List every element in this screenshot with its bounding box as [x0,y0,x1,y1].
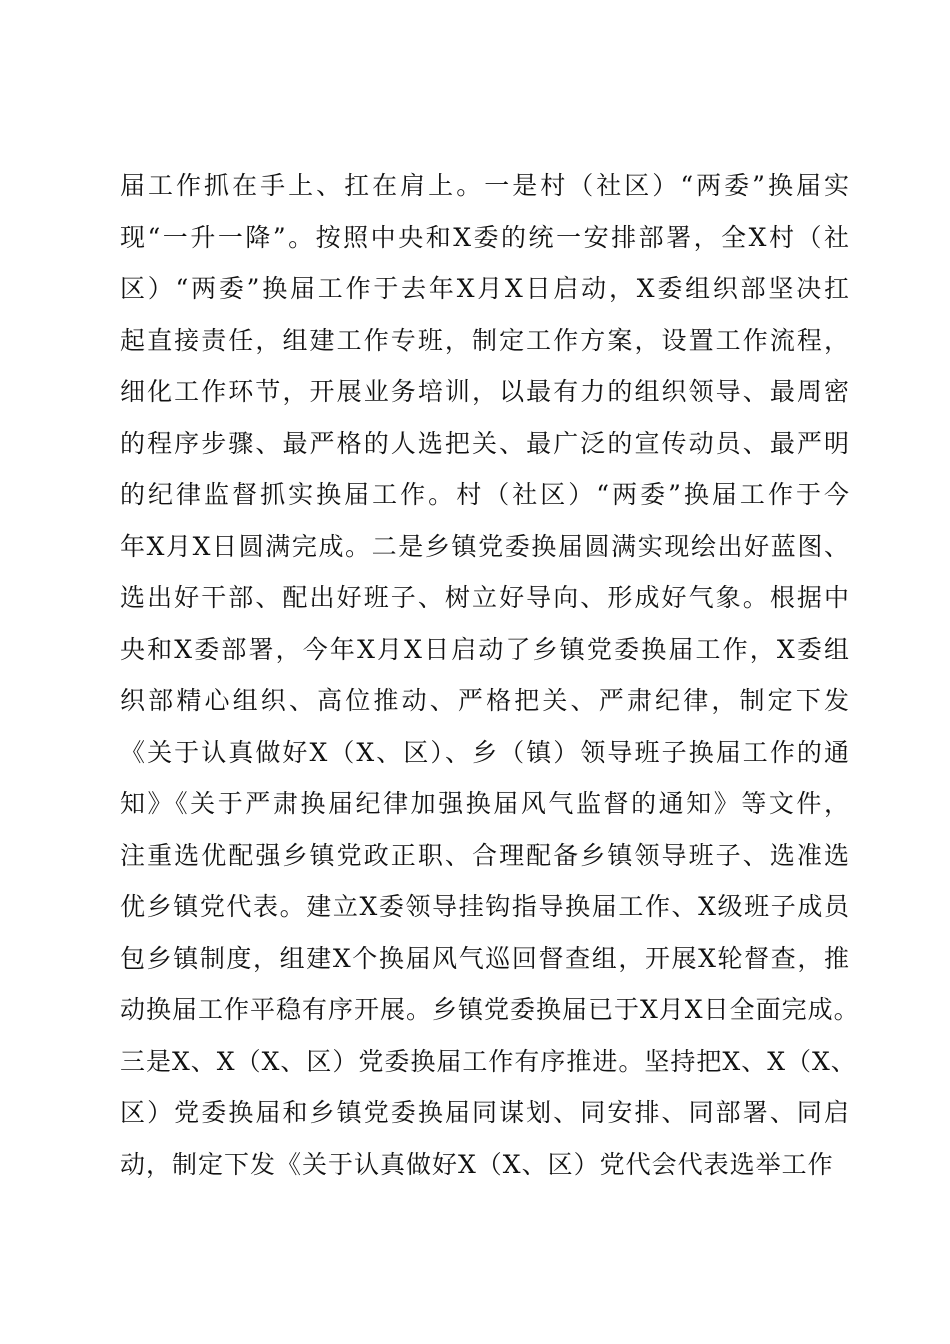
text-line-13: 知》《关于严肃换届纪律加强换届风气监督的通知》等文件， [120,789,850,818]
body-paragraph [120,160,860,1190]
text-line-8: 年X月X日圆满完成。二是乡镇党委换届圆满实现绘出好蓝图、 [120,531,850,561]
text-line-15: 优乡镇党代表。建立X委领导挂钩指导换届工作、X级班子成员 [120,892,850,921]
text-line-6: 的程序步骤、最严格的人选把关、最广泛的宣传动员、最严明 [120,428,850,458]
text-line-3: 区）“两委”换届工作于去年X月X日启动，X委组织部坚决扛 [120,274,850,303]
text-line-17: 动换届工作平稳有序开展。乡镇党委换届已于X月X日全面完成。 [120,995,860,1024]
text-line-12: 《关于认真做好X（X、区）、乡（镇）领导班子换届工作的通 [120,737,850,767]
text-line-14: 注重选优配强乡镇党政正职、合理配备乡镇领导班子、选准选 [120,840,850,870]
text-line-18: 三是X、X（X、区）党委换届工作有序推进。坚持把X、X（X、 [120,1046,857,1076]
text-line-4: 起直接责任，组建工作专班，制定工作方案，设置工作流程， [120,325,850,355]
text-line-7: 的纪律监督抓实换届工作。村（社区）“两委”换届工作于今 [120,480,850,509]
text-line-16: 包乡镇制度，组建X个换届风气巡回督查组，开展X轮督查，推 [120,943,850,973]
text-line-2: 现“一升一降”。按照中央和X委的统一安排部署，全X村（社 [120,222,850,252]
text-line-5: 细化工作环节，开展业务培训，以最有力的组织领导、最周密 [120,377,850,406]
text-line-20: 动，制定下发《关于认真做好X（X、区）党代会代表选举工作 [120,1149,834,1179]
text-line-11: 织部精心组织、高位推动、严格把关、严肃纪律，制定下发 [120,686,850,715]
text-line-9: 选出好干部、配出好班子、树立好导向、形成好气象。根据中 [120,583,850,612]
text-line-10: 央和X委部署，今年X月X日启动了乡镇党委换届工作，X委组 [120,634,850,664]
text-line-19: 区）党委换届和乡镇党委换届同谋划、同安排、同部署、同启 [120,1098,850,1127]
text-line-1: 届工作抓在手上、扛在肩上。一是村（社区）“两委”换届实 [120,171,850,200]
